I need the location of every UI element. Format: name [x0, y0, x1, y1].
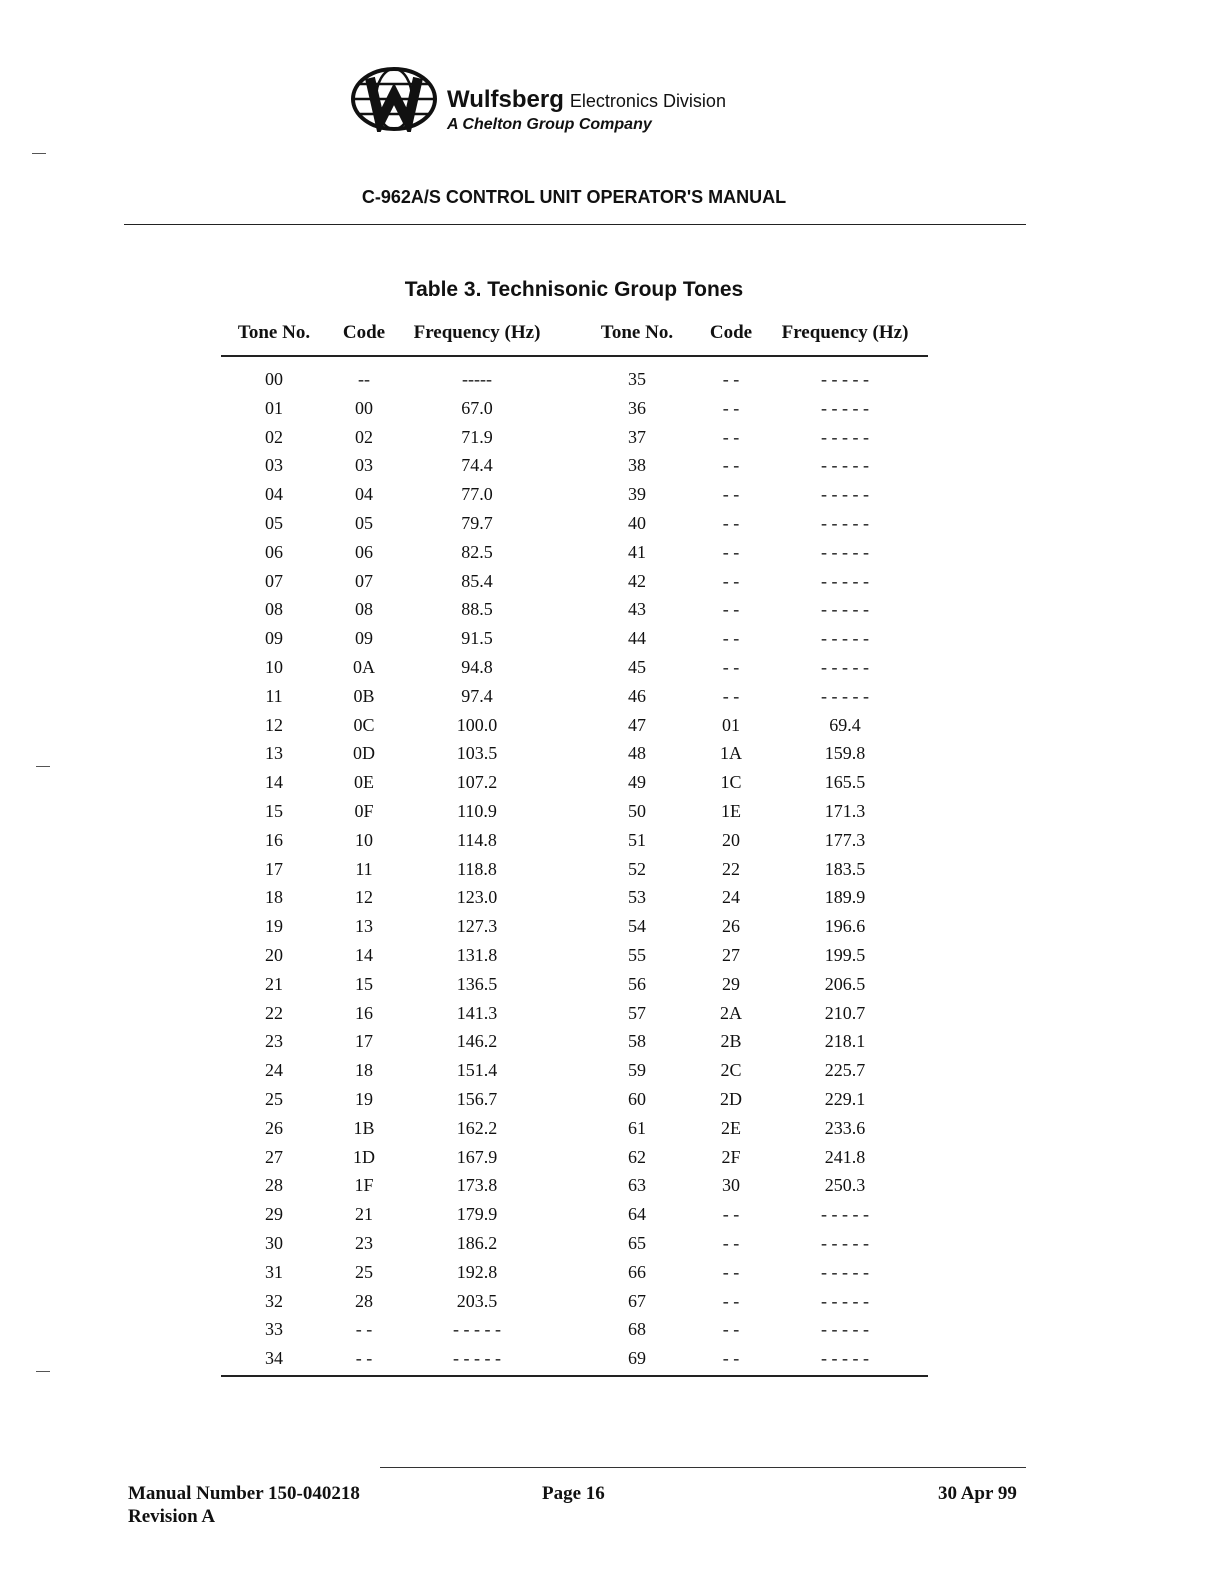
frequency-cell-2: - - - - -: [821, 570, 869, 591]
header-divider: [124, 224, 1026, 225]
tone-no-cell-2: 55: [628, 945, 646, 965]
code-cell: 1D: [353, 1146, 375, 1167]
code-cell-2: - -: [722, 685, 740, 706]
frequency-cell-2: 159.8: [824, 743, 866, 764]
frequency-cell: 203.5: [456, 1290, 498, 1311]
tone-no-cell: 16: [265, 829, 283, 850]
frequency-cell-2: 183.5: [824, 858, 866, 879]
tone-no-cell: 26: [265, 1117, 283, 1138]
tone-no-cell: 15: [265, 801, 283, 821]
footer-revision: Revision A: [128, 1506, 216, 1527]
code-cell-2: - -: [722, 397, 740, 418]
brand-line: [447, 86, 726, 114]
frequency-cell-2: 177.3: [824, 829, 866, 850]
table-row: [221, 571, 928, 600]
tone-no-cell-2: 50: [628, 801, 646, 821]
code-cell: 09: [355, 628, 373, 649]
frequency-cell: 85.4: [461, 570, 493, 591]
code-cell: 0E: [354, 772, 374, 793]
frequency-cell-2: - - - - -: [821, 628, 869, 649]
tone-no-cell: 09: [265, 628, 283, 649]
frequency-cell: 136.5: [456, 973, 498, 994]
code-cell: 1B: [353, 1117, 375, 1138]
frequency-cell-2: - - - - -: [821, 541, 869, 562]
column-header-frequency-2: Frequency (Hz): [781, 322, 909, 343]
scan-edge-mark: [32, 153, 46, 154]
footer-page-number: Page 16: [542, 1483, 605, 1504]
tone-no-cell-2: 42: [628, 570, 646, 591]
code-cell-2: - -: [722, 541, 740, 562]
frequency-cell: -----: [462, 369, 492, 389]
tone-no-cell: 28: [265, 1175, 283, 1196]
frequency-cell: 107.2: [456, 772, 498, 793]
tone-no-cell: 11: [265, 685, 283, 706]
code-cell-2: 1C: [720, 772, 742, 793]
code-cell-2: - -: [722, 1319, 740, 1340]
table-row: [221, 455, 928, 484]
manual-title: C-962A/S CONTROL UNIT OPERATOR'S MANUAL: [361, 187, 787, 207]
tone-no-cell-2: 59: [628, 1060, 646, 1081]
tone-no-cell-2: 38: [628, 455, 646, 476]
frequency-cell-2: - - - - -: [821, 484, 869, 505]
frequency-cell: - - - - -: [453, 1319, 501, 1340]
frequency-cell-2: 165.5: [824, 772, 866, 793]
table-row: [221, 1204, 928, 1233]
code-cell: 16: [355, 1002, 373, 1023]
table-row: [221, 715, 928, 744]
code-cell-2: 30: [722, 1175, 740, 1196]
tone-no-cell: 02: [265, 426, 283, 447]
tone-no-cell-2: 41: [628, 541, 646, 562]
frequency-cell: 100.0: [456, 714, 498, 735]
frequency-cell-2: 225.7: [824, 1060, 866, 1081]
brand-name: Wulfsberg: [447, 86, 564, 113]
frequency-cell: 167.9: [456, 1146, 498, 1167]
code-cell: 0A: [353, 657, 375, 677]
wulfsberg-globe-logo-icon: [350, 66, 438, 132]
tone-no-cell-2: 49: [628, 772, 646, 793]
tone-no-cell: 13: [265, 743, 283, 764]
frequency-cell: 179.9: [456, 1204, 498, 1225]
code-cell: 02: [355, 426, 373, 447]
code-cell-2: - -: [722, 513, 740, 533]
table-row: [221, 657, 928, 686]
code-cell-2: - -: [722, 1348, 740, 1369]
code-cell: 1F: [354, 1175, 374, 1196]
tone-no-cell: 07: [265, 570, 283, 591]
tone-no-cell-2: 60: [628, 1089, 646, 1109]
tone-no-cell: 25: [265, 1089, 283, 1109]
table-row: [221, 542, 928, 571]
frequency-cell-2: 210.7: [824, 1002, 866, 1023]
frequency-cell: 91.5: [461, 628, 493, 649]
code-cell: 0D: [353, 743, 375, 764]
tone-no-cell-2: 52: [628, 858, 646, 879]
code-cell: 08: [355, 599, 373, 620]
code-cell: 28: [355, 1290, 373, 1311]
frequency-cell-2: 229.1: [824, 1089, 866, 1109]
code-cell: 11: [355, 858, 373, 879]
frequency-cell-2: - - - - -: [821, 426, 869, 447]
tone-no-cell: 17: [265, 858, 283, 879]
table-row: [221, 369, 928, 398]
table-row: [221, 801, 928, 830]
frequency-cell-2: - - - - -: [821, 1319, 869, 1340]
frequency-cell-2: 233.6: [824, 1117, 866, 1138]
frequency-cell: 123.0: [456, 887, 498, 908]
table-row: [221, 916, 928, 945]
tone-no-cell: 24: [265, 1060, 283, 1081]
tone-no-cell-2: 61: [628, 1117, 646, 1138]
frequency-cell: 94.8: [461, 657, 493, 677]
tone-no-cell-2: 45: [628, 657, 646, 677]
frequency-cell: 88.5: [461, 599, 493, 620]
frequency-cell: 186.2: [456, 1233, 498, 1253]
code-cell-2: - -: [722, 570, 740, 591]
tone-no-cell-2: 39: [628, 484, 646, 505]
column-header-code: Code: [342, 322, 386, 343]
tone-no-cell-2: 35: [628, 369, 646, 389]
table-row: [221, 830, 928, 859]
tone-no-cell-2: 51: [628, 829, 646, 850]
tone-no-cell-2: 44: [628, 628, 646, 649]
code-cell: 07: [355, 570, 373, 591]
table-row: [221, 1319, 928, 1348]
tone-no-cell: 03: [265, 455, 283, 476]
code-cell-2: 01: [722, 714, 740, 735]
table-row: [221, 1031, 928, 1060]
tone-no-cell: 01: [265, 397, 283, 418]
code-cell: 15: [355, 973, 373, 994]
frequency-cell: 173.8: [456, 1175, 498, 1196]
frequency-cell: 162.2: [456, 1117, 498, 1138]
frequency-cell: 118.8: [457, 858, 497, 879]
table-row: [221, 1348, 928, 1377]
footer-divider: [380, 1467, 1026, 1468]
tone-no-cell-2: 62: [628, 1146, 646, 1167]
tone-no-cell-2: 65: [628, 1233, 646, 1253]
frequency-cell: 67.0: [461, 397, 493, 418]
code-cell-2: - -: [722, 455, 740, 476]
code-cell: 04: [355, 484, 373, 505]
code-cell-2: - -: [722, 1290, 740, 1311]
frequency-cell-2: - - - - -: [821, 1233, 869, 1253]
frequency-cell-2: 199.5: [824, 945, 866, 965]
frequency-cell-2: - - - - -: [821, 1261, 869, 1282]
frequency-cell: 97.4: [461, 685, 493, 706]
brand-subtitle: A Chelton Group Company: [447, 116, 652, 133]
code-cell-2: 1A: [720, 743, 742, 764]
frequency-cell-2: 69.4: [829, 714, 861, 735]
tone-no-cell: 19: [265, 916, 283, 937]
code-cell: 25: [355, 1261, 373, 1282]
code-cell: --: [358, 369, 370, 389]
code-cell-2: 20: [722, 829, 740, 850]
tone-no-cell-2: 64: [628, 1204, 646, 1225]
tone-no-cell: 23: [265, 1031, 283, 1052]
code-cell-2: 29: [722, 973, 740, 994]
frequency-cell: - - - - -: [453, 1348, 501, 1369]
code-cell: 17: [355, 1031, 373, 1052]
frequency-cell-2: - - - - -: [821, 1290, 869, 1311]
table-title: Table 3. Technisonic Group Tones: [404, 278, 744, 301]
table-row: [221, 1175, 928, 1204]
table-row: [221, 398, 928, 427]
tone-no-cell: 30: [265, 1233, 283, 1253]
table-row: [221, 743, 928, 772]
table-row: [221, 1262, 928, 1291]
frequency-cell: 146.2: [456, 1031, 498, 1052]
tone-no-cell: 27: [265, 1146, 283, 1167]
brand-division: Electronics Division: [569, 91, 726, 111]
code-cell: 0F: [354, 801, 374, 821]
column-header-code-2: Code: [709, 322, 753, 343]
code-cell: 0B: [353, 685, 375, 706]
tone-no-cell-2: 58: [628, 1031, 646, 1052]
frequency-cell: 192.8: [456, 1261, 498, 1282]
code-cell: - -: [355, 1319, 373, 1340]
code-cell: 18: [355, 1060, 373, 1081]
frequency-cell-2: - - - - -: [821, 657, 869, 677]
table-row: [221, 1118, 928, 1147]
frequency-cell: 114.8: [457, 829, 497, 850]
tone-no-cell-2: 57: [628, 1002, 646, 1023]
code-cell-2: 26: [722, 916, 740, 937]
scan-edge-mark: [36, 1371, 50, 1372]
code-cell: - -: [355, 1348, 373, 1369]
code-cell: 23: [355, 1233, 373, 1253]
code-cell-2: 22: [722, 858, 740, 879]
table-row: [221, 484, 928, 513]
tone-no-cell: 22: [265, 1002, 283, 1023]
code-cell-2: 2F: [721, 1146, 741, 1167]
code-cell-2: - -: [722, 599, 740, 620]
scan-edge-mark: [36, 766, 50, 767]
table-row: [221, 1233, 928, 1262]
tone-no-cell-2: 63: [628, 1175, 646, 1196]
code-cell-2: - -: [722, 1204, 740, 1225]
code-cell-2: 2C: [720, 1060, 742, 1081]
table-row: [221, 887, 928, 916]
frequency-cell-2: 250.3: [824, 1175, 866, 1196]
frequency-cell: 127.3: [456, 916, 498, 937]
frequency-cell: 79.7: [461, 513, 493, 533]
tone-no-cell-2: 46: [628, 685, 646, 706]
tone-no-cell: 34: [265, 1348, 283, 1369]
tone-no-cell-2: 67: [628, 1290, 646, 1311]
tone-no-cell-2: 43: [628, 599, 646, 620]
frequency-cell-2: 189.9: [824, 887, 866, 908]
frequency-cell-2: - - - - -: [821, 599, 869, 620]
tone-no-cell-2: 36: [628, 397, 646, 418]
code-cell: 0C: [353, 714, 375, 735]
code-cell-2: - -: [722, 484, 740, 505]
tone-no-cell: 21: [265, 973, 283, 994]
frequency-cell-2: 218.1: [824, 1031, 866, 1052]
tone-no-cell: 10: [265, 657, 283, 677]
code-cell-2: - -: [722, 1233, 740, 1253]
tone-no-cell-2: 40: [628, 513, 646, 533]
frequency-cell-2: 206.5: [824, 973, 866, 994]
frequency-cell: 82.5: [461, 541, 493, 562]
table-row: [221, 859, 928, 888]
table-bottom-rule: [221, 1375, 928, 1377]
frequency-cell-2: 171.3: [824, 801, 866, 821]
tone-no-cell: 33: [265, 1319, 283, 1340]
tone-no-cell-2: 56: [628, 973, 646, 994]
code-cell-2: - -: [722, 1261, 740, 1282]
frequency-cell: 156.7: [456, 1089, 498, 1109]
tone-no-cell-2: 53: [628, 887, 646, 908]
column-header-tone-no-2: Tone No.: [600, 322, 674, 343]
code-cell: 14: [355, 945, 373, 965]
frequency-cell-2: - - - - -: [821, 513, 869, 533]
code-cell: 13: [355, 916, 373, 937]
table-row: [221, 628, 928, 657]
tone-no-cell: 14: [265, 772, 283, 793]
tone-no-cell-2: 54: [628, 916, 646, 937]
code-cell: 05: [355, 513, 373, 533]
code-cell-2: 2A: [720, 1002, 742, 1023]
frequency-cell: 151.4: [456, 1060, 498, 1081]
code-cell-2: 24: [722, 887, 740, 908]
code-cell: 21: [355, 1204, 373, 1225]
frequency-cell-2: - - - - -: [821, 1204, 869, 1225]
tone-no-cell: 29: [265, 1204, 283, 1225]
frequency-cell-2: - - - - -: [821, 685, 869, 706]
frequency-cell: 141.3: [456, 1002, 498, 1023]
table-row: [221, 1003, 928, 1032]
tone-no-cell: 06: [265, 541, 283, 562]
frequency-cell: 71.9: [461, 426, 493, 447]
tone-no-cell-2: 69: [628, 1348, 646, 1369]
frequency-cell: 77.0: [461, 484, 493, 505]
frequency-cell-2: 241.8: [824, 1146, 866, 1167]
code-cell: 00: [355, 397, 373, 418]
code-cell-2: 2D: [720, 1089, 742, 1109]
table-row: [221, 1089, 928, 1118]
tone-no-cell: 08: [265, 599, 283, 620]
code-cell: 12: [355, 887, 373, 908]
footer-manual-number: Manual Number 150-040218: [128, 1483, 360, 1504]
table-row: [221, 945, 928, 974]
tone-no-cell: 20: [265, 945, 283, 965]
frequency-cell-2: - - - - -: [821, 1348, 869, 1369]
tone-no-cell: 32: [265, 1290, 283, 1311]
table-header-rule: [221, 355, 928, 357]
frequency-cell: 131.8: [456, 945, 498, 965]
table-row: [221, 427, 928, 456]
frequency-cell: 110.9: [457, 801, 497, 821]
code-cell-2: - -: [722, 369, 740, 389]
tone-no-cell: 12: [265, 714, 283, 735]
table-row: [221, 1291, 928, 1320]
tone-no-cell: 05: [265, 513, 283, 533]
tone-no-cell: 18: [265, 887, 283, 908]
frequency-cell: 103.5: [456, 743, 498, 764]
table-row: [221, 686, 928, 715]
frequency-cell-2: - - - - -: [821, 369, 869, 389]
code-cell: 06: [355, 541, 373, 562]
code-cell-2: 1E: [721, 801, 741, 821]
frequency-cell-2: 196.6: [824, 916, 866, 937]
code-cell: 10: [355, 829, 373, 850]
tone-no-cell-2: 37: [628, 426, 646, 447]
code-cell: 19: [355, 1089, 373, 1109]
tone-no-cell-2: 47: [628, 714, 646, 735]
code-cell-2: - -: [722, 426, 740, 447]
code-cell-2: 27: [722, 945, 740, 965]
code-cell-2: - -: [722, 628, 740, 649]
column-header-tone-no: Tone No.: [237, 322, 311, 343]
footer-date: 30 Apr 99: [938, 1483, 1017, 1504]
table-row: [221, 772, 928, 801]
code-cell: 03: [355, 455, 373, 476]
table-row: [221, 974, 928, 1003]
frequency-cell-2: - - - - -: [821, 397, 869, 418]
tone-no-cell-2: 66: [628, 1261, 646, 1282]
tone-no-cell: 04: [265, 484, 283, 505]
tone-no-cell-2: 68: [628, 1319, 646, 1340]
table-row: [221, 1147, 928, 1176]
tone-no-cell-2: 48: [628, 743, 646, 764]
frequency-cell: 74.4: [461, 455, 493, 476]
tone-no-cell: 00: [265, 369, 283, 389]
column-header-frequency: Frequency (Hz): [413, 322, 541, 343]
table-row: [221, 599, 928, 628]
frequency-cell-2: - - - - -: [821, 455, 869, 476]
code-cell-2: 2B: [720, 1031, 742, 1052]
table-row: [221, 1060, 928, 1089]
code-cell-2: - -: [722, 657, 740, 677]
table-row: [221, 513, 928, 542]
code-cell-2: 2E: [721, 1117, 741, 1138]
tone-no-cell: 31: [265, 1261, 283, 1282]
